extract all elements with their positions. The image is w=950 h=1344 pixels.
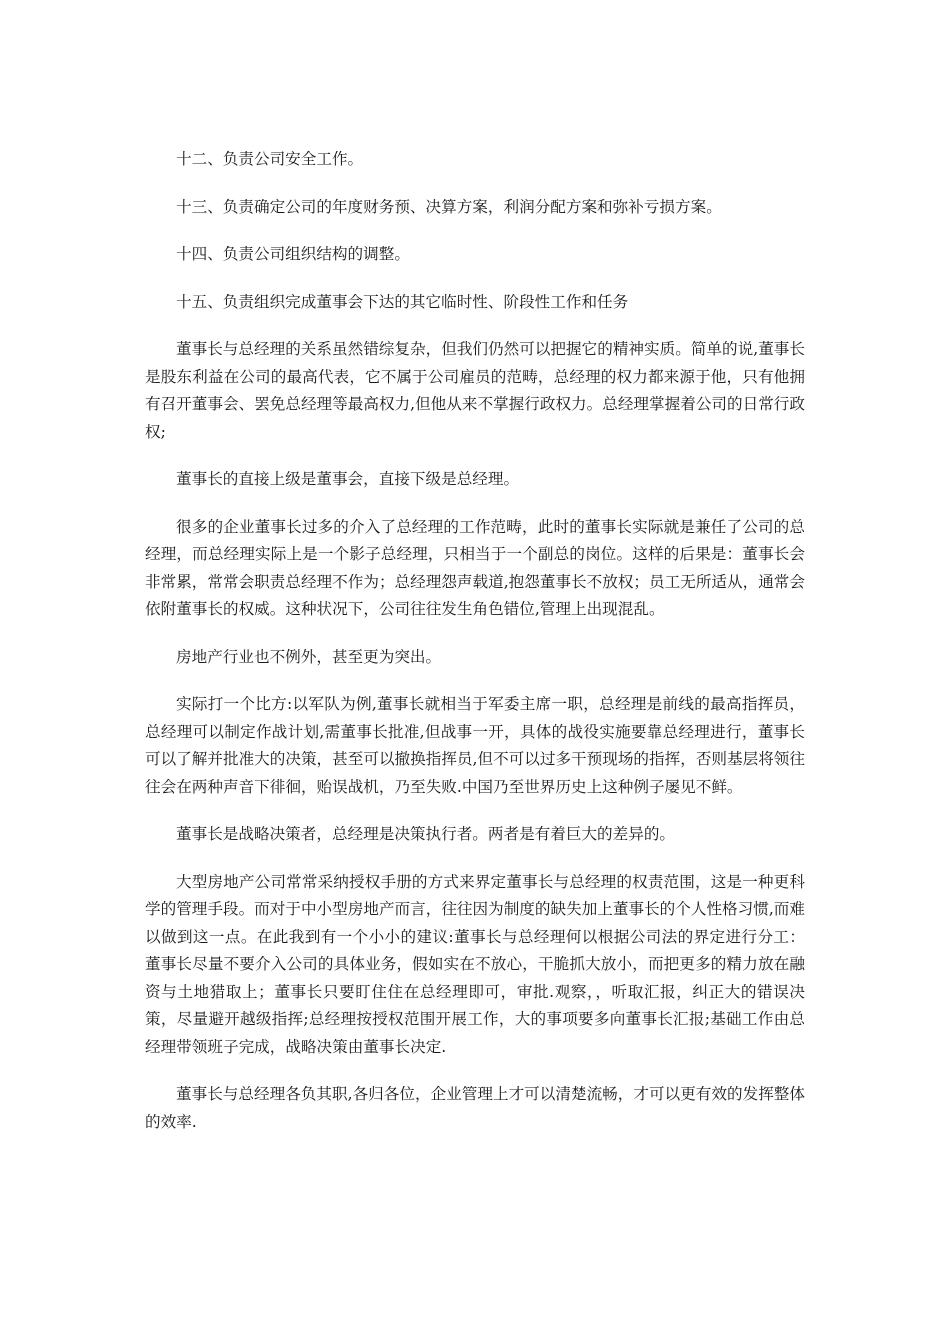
paragraph-military-analogy: 实际打一个比方:以军队为例,董事长就相当于军委主席一职，总经理是前线的最高指挥员，总经理可以制定作战计划,需董事长批准,但战事一开，具体的战役实施要靠总经理进行，董事长可以了解并批准大的决策，甚至可以撤换指挥员,但不可以过多干预现场的指挥，否则基层将领往往会在两种声音下徘徊，贻误战机，乃至失败.中国乃至世界历史上这种例子屡见不鲜。 (145, 695, 805, 796)
paragraph-gap (145, 221, 805, 241)
paragraph-strategy-vs-execution: 董事长是战略决策者，总经理是决策执行者。两者是有着巨大的差异的。 (176, 825, 676, 843)
paragraph-gap (145, 446, 805, 466)
paragraph-item-13: 十三、负责确定公司的年度财务预、决算方案，利润分配方案和弥补亏损方案。 (176, 197, 722, 216)
paragraph-relationship: 董事长与总经理的关系虽然错综复杂，但我们仍然可以把握它的精神实质。简单的说,董事长是股东利益在公司的最高代表，它不属于公司雇员的范畴，总经理的权力都来源于他，只有他拥有召开董事会、罢免总经理等最高权力,但他从来不掌握行政权力。总经理掌握着公司的日常行政权; (145, 340, 805, 441)
paragraph-gap (145, 174, 805, 194)
paragraph-gap (145, 849, 805, 869)
paragraph-conclusion: 董事长与总经理各负其职,各归各位，企业管理上才可以清楚流畅，才可以更有效的发挥整体的效率. (145, 1085, 805, 1131)
paragraph-item-15: 十五、负责组织完成董事会下达的其它临时性、阶段性工作和任务 (176, 292, 629, 311)
paragraph-reporting-line: 董事长的直接上级是董事会，直接下级是总经理。 (176, 470, 520, 488)
paragraph-gap (145, 801, 805, 821)
paragraph-gap (145, 494, 805, 514)
paragraph-authorization-manual: 大型房地产公司常常采纳授权手册的方式来界定董事长与总经理的权责范围，这是一种更科学的管理手段。而对于中小型房地产而言，往往因为制度的缺失加上董事长的个人性格习惯,而难以做到这一点。在此我到有一个小小的建议:董事长与总经理何以根据公司法的界定进行分工：董事长尽量不要介入公司的具体业务，假如实在不放心，干脆抓大放小，而把更多的精力放在融资与土地猎取上；董事长只要盯住住在总经理即可，审批.观察，，听取汇报，纠正大的错误决策，尽量避开越级指挥;总经理按授权范围开展工作，大的事项要多向董事长汇报;基础工作由总经理带领班子完成，战略决策由董事长决定. (145, 872, 805, 1056)
paragraph-item-14: 十四、负责公司组织结构的调整。 (176, 245, 410, 263)
paragraph-gap (145, 316, 805, 336)
paragraph-real-estate: 房地产行业也不例外，甚至更为突出。 (176, 647, 442, 666)
paragraph-item-12: 十二、负责公司安全工作。 (176, 150, 364, 168)
document-page (145, 146, 805, 1136)
paragraph-gap (145, 269, 805, 289)
paragraph-gap (145, 1061, 805, 1081)
paragraph-overreach: 很多的企业董事长过多的介入了总经理的工作范畴，此时的董事长实际就是兼任了公司的总经理，而总经理实际上是一个影子总经理，只相当于一个副总的岗位。这样的后果是：董事长会非常累，常常会职责总经理不作为；总经理怨声载道,抱怨董事长不放权；员工无所适从，通常会依附董事长的权威。这种状况下，公司往往发生角色错位,管理上出现混乱。 (145, 517, 805, 618)
paragraph-gap (145, 671, 805, 691)
paragraph-gap (145, 624, 805, 644)
